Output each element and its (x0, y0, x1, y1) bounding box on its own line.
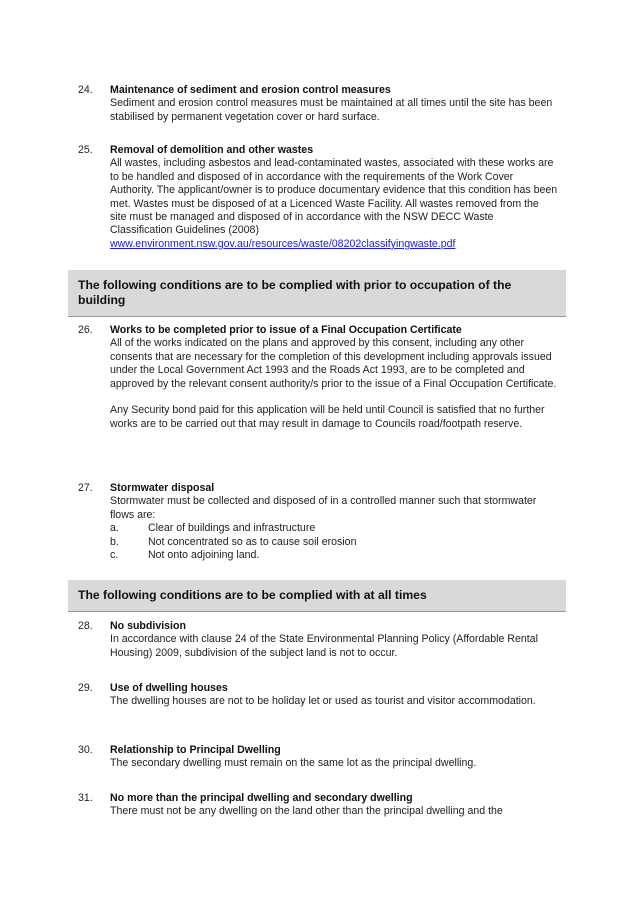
condition-title: Works to be completed prior to issue of a Final Occupation Certificate (110, 324, 462, 336)
condition-number: 30. (78, 744, 93, 756)
condition-title: Use of dwelling houses (110, 682, 228, 694)
condition-title: No more than the principal dwelling and secondary dwelling (110, 792, 413, 804)
condition-number: 25. (78, 144, 93, 156)
condition-number: 29. (78, 682, 93, 694)
condition-title: Relationship to Principal Dwelling (110, 744, 281, 756)
condition-29 (78, 682, 558, 709)
condition-31 (78, 792, 558, 819)
condition-27 (78, 482, 558, 562)
condition-title: Maintenance of sediment and erosion control measures (110, 84, 391, 96)
list-item: b. Not concentrated so as to cause soil erosion (110, 535, 357, 548)
condition-text: Sediment and erosion control measures must be maintained at all times until the site has been stabilised by permanent vegetation cover or hard surface. (110, 97, 553, 123)
condition-text: In accordance with clause 24 of the State Environmental Planning Policy (Affordable Rental Housing) 2009, subdivision of the subject land is not to occur. (110, 633, 538, 659)
condition-28 (78, 620, 558, 660)
section-banner-all-times: The following conditions are to be complied with at all times (68, 580, 566, 612)
condition-text: There must not be any dwelling on the land other than the principal dwelling and the (110, 805, 503, 818)
condition-number: 31. (78, 792, 93, 804)
condition-number: 27. (78, 482, 93, 494)
condition-text: Stormwater must be collected and disposed of in a controlled manner such that stormwater flows are: (110, 495, 537, 521)
section-banner-occupation: The following conditions are to be complied with prior to occupation of the building (68, 270, 566, 317)
condition-30 (78, 744, 558, 771)
condition-text: The secondary dwelling must remain on the same lot as the principal dwelling. (110, 757, 477, 770)
condition-text-secondary: Any Security bond paid for this application will be held until Council is satisfied that no further works are to be carried out that may result in damage to Councils road/footpath reserve. (110, 404, 545, 430)
condition-25 (78, 144, 558, 251)
condition-title: Removal of demolition and other wastes (110, 144, 314, 156)
condition-number: 24. (78, 84, 93, 96)
condition-text: All of the works indicated on the plans and approved by this consent, including any other consents that are necessary for the completion of this development including approvals issued under the Local Government Act 1993 and the Roads Act 1993, are to be completed and approved by the relevant consent authority/s prior to the issue of a Final Occupation Certificate. (110, 337, 557, 390)
condition-number: 26. (78, 324, 93, 336)
condition-title: Stormwater disposal (110, 482, 215, 494)
stormwater-list (110, 522, 558, 562)
condition-number: 28. (78, 620, 93, 632)
condition-title: No subdivision (110, 620, 186, 632)
condition-text: The dwelling houses are not to be holiday let or used as tourist and visitor accommodation. (110, 695, 536, 708)
list-item: c. Not onto adjoining land. (110, 549, 260, 562)
condition-24 (78, 84, 558, 124)
condition-text: All wastes, including asbestos and lead-contaminated wastes, associated with these works are to be handled and disposed of in accordance with the requirements of the Work Cover Authority. The applicant/owner is to produce documentary evidence that this condition has been met. Wastes must be disposed of at a Licenced Waste Facility. All wastes removed from the site must be managed and disposed of in accordance with the NSW DECC Waste Classification Guidelines (2008) (110, 157, 558, 237)
list-item: a. Clear of buildings and infrastructure (110, 522, 316, 535)
waste-guidelines-link[interactable]: www.environment.nsw.gov.au/resources/waste/08202classifyingwaste.pdf (110, 237, 456, 250)
condition-26 (78, 324, 558, 431)
